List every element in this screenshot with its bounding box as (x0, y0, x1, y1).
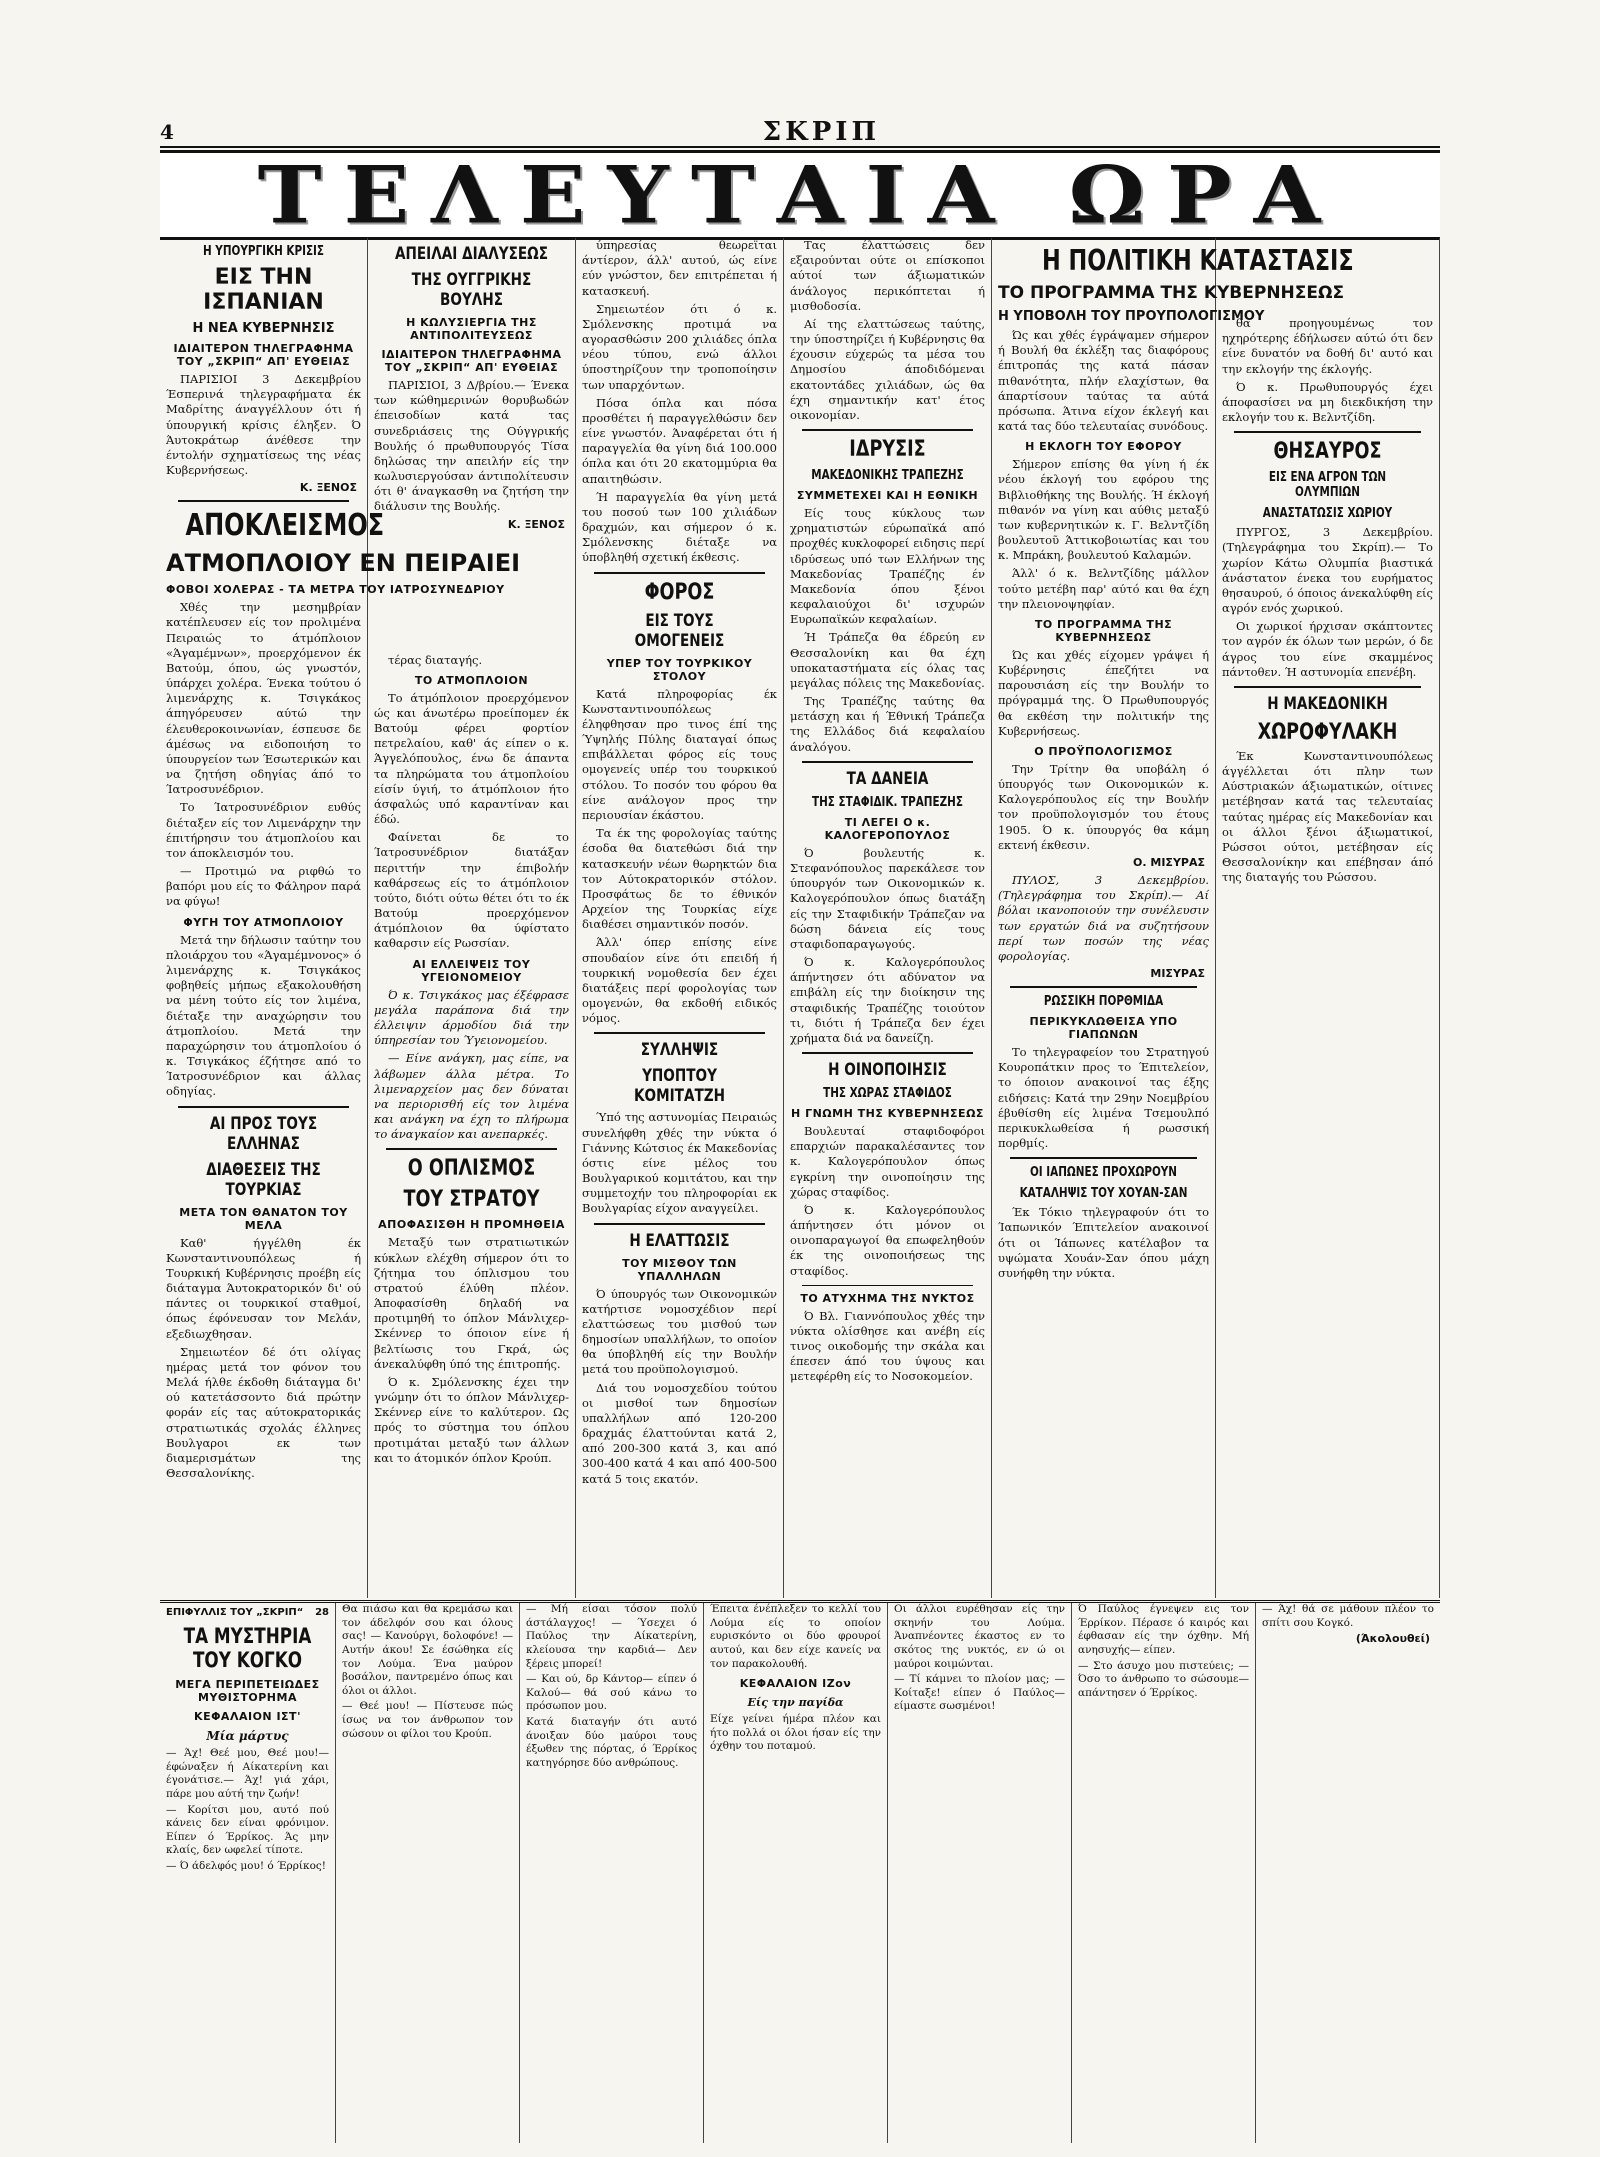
divider (802, 1285, 973, 1286)
novel-subtitle: ΜΕΓΑ ΠΕΡΙΠΕΤΕΙΩΔΕΣ ΜΥΘΙΣΤΟΡΗΜΑ (175, 1678, 320, 1704)
novel-text: — Κορίτσι μου, αυτό πού κάνεις δεν είναι φρόνιμον. Είπεν ό Έρρίκος. Άς μην κλαίς, δεν ωφελεί τίποτε. (166, 1803, 329, 1857)
article-text: — Είνε ανάγκη, μας είπε, να λάβωμεν άλλα μέτρα. Το λιμεναρχείον μας δεν δύναται να περιορισθή είς τον λιμένα και ανάγκη να έχη το πλήρωμα το άναγκαίον και ανεπαρκές. (374, 1051, 569, 1142)
article-text: Μεταξύ των στρατιωτικών κύκλων ελέχθη σήμερον ότι το ζήτημα του όπλισμου του στρατού έλύθη πλέον. Άποφασίσθη δηλαδή να προτιμηθή το όπλον Μάνλιχερ-Σκέννερ το όποιον είνε ή βελτίωσις του Γκρά, ώς άνεκαλύφθη ύπό της έπιτροπής. (374, 1235, 569, 1371)
feuilleton-running-head (166, 1607, 329, 1618)
byline: Ο. ΜΙΣΥΡΑΣ (1133, 855, 1205, 869)
headline: ΑΙ ΠΡΟΣ ΤΟΥΣ ΕΛΛΗΝΑΣ (209, 1113, 318, 1154)
article-text: Τα έκ της φορολογίας ταύτης έσοδα θα διατεθώσι διά την κατασκευήν νέων θωρηκτών δια τον Αύτοκρατορικόν στόλον. Προσφάτως δε το έθνικόν Αρχείον της Τουρκίας είχε διαθέσει σημαντικόν ποσόν. (582, 826, 777, 932)
article-text: Άλλ' όπερ επίσης είνε σπουδαίον είνε ότι επειδή ή τουρκική νομοθεσία δεν έχει διατάξεις περί φορολογίας των ομογενών, θα εκδοθή ειδικός νόμος. (582, 935, 777, 1026)
article-text: Καθ' ήγγέλθη έκ Κωνσταντινουπόλεως ή Τουρκική Κυβέρνησις προέβη είς διάταγμα Άυτοκρατορικόν δι' ού πάντες οι τουρκικοί σταθμοί, όπως έφόνευσαν τον Μελάν, εξεδιωχθησαν. (166, 1235, 361, 1341)
article-text: Ό κ. Τσιγκάκος μας έξέφρασε μεγάλα παράπονα διά την έλλειψιν άρμοδίου διά την ύπηρεσίαν του Ύγειονομείου. (374, 987, 569, 1048)
article-text: Τας έλαττώσεις δεν εξαιρούνται ούτε οι επίσκοποι αύτοί των άξιωματικών άνάλογος περικόπτεται ή μισθοδοσία. (790, 238, 985, 313)
article-text: Σημειωτέον ότι ό κ. Σμόλενσκης προτιμά να αγορασθώσιν 200 χιλιάδες όπλα νέου τύπου, ενώ άλλοι ύποστηρίζουν την τροποποίησιν των υπαρχόντων. (582, 301, 777, 392)
novel-text: — Άχ! Θεέ μου, Θεέ μου!—έφώναξεν ή Αίκατερίνη και έγονάτισε.— Άχ! γιά χάρι, πάρε μου αύτή την ζωήν! (166, 1747, 329, 1800)
headline: ΕΙΣ ΕΝΑ ΑΓΡΟΝ ΤΩΝ ΟΛΥΜΠΙΩΝ (1268, 470, 1387, 501)
subheadline: ΥΠΕΡ ΤΟΥ ΤΟΥΡΚΙΚΟΥ ΣΤΟΛΟΥ (606, 656, 753, 683)
subheadline: ΦΥΓΗ ΤΟΥ ΑΤΜΟΠΛΟΙΟΥ (183, 915, 344, 929)
article-text: ΠΥΛΟΣ, 3 Δεκεμβρίου. (Τηλεγράφημα του Σκρίπ).— Αί βόλαι ικανοποιούν την συνέλευσιν των εργατών διά να συζητήσουν περί των ποσών της νέας φορολογίας. (998, 872, 1209, 963)
article-text: Σημειωτέον δέ ότι ολίγας ημέρας μετά τον φόνον του Μελά ήλθε έκδοθη διάταγμα δι' ού κατετάσσοντο διά πρώτην φοράν είς τας αύτοκρατορικάς στρατιωτικάς σχολάς έλληνες Βουλγαροι εκ των διαμερισμάτων της Θεσσαλονίκης. (166, 1344, 361, 1481)
headline: Η ΠΟΛΙΤΙΚΗ ΚΑΤΑΣΤΑΣΙΣ (1042, 244, 1354, 277)
feuilleton-column-2 (336, 1603, 520, 2143)
headline-spacer (374, 535, 569, 653)
headline: ΑΠΕΙΛΑΙ ΔΙΑΛΥΣΕΩΣ (394, 244, 549, 264)
article-text: Το τηλεγραφείον του Στρατηγού Κουροπάτκιν προς το Έπιτελείον, το όποιον ανακοινοί τας έξης ειδήσεις: Κατά την 29ην Νοεμβρίου έβυθίσθη είς λιμένα Τσεμουλπό περικυκλωθείσα ή ρωσσική πορθμίς. (998, 1045, 1209, 1151)
newspaper-name: ΣΚΡΙΠ (762, 117, 880, 147)
subheadline: ΜΕΤΑ ΤΟΝ ΘΑΝΑΤΟΝ ΤΟΥ ΜΕΛΑ (179, 1205, 348, 1232)
headline: ΦΟΡΟΣ (644, 579, 715, 605)
wire-credit: ΙΔΙΑΙΤΕΡΟΝ ΤΗΛΕΓΡΑΦΗΜΑ ΤΟΥ „ΣΚΡΙΠ“ ΑΠ' ΕΥΘΕΙΑΣ (381, 348, 562, 374)
novel-text: — Ό άδελφός μου! ό Έρρίκος! (166, 1860, 326, 1873)
novel-text: Είχε γείνει ήμέρα πλέον και ήτο πολλά οι όλοι ήσαν είς την όχθην του ποταμού. (710, 1713, 881, 1753)
subheadline: Η ΕΚΛΟΓΗ ΤΟΥ ΕΦΟΡΟΥ (1025, 440, 1182, 454)
headline: Η ΕΛΑΤΤΩΣΙΣ (629, 1230, 730, 1251)
feuilleton-column-4 (704, 1603, 888, 2143)
section-banner (160, 150, 1440, 240)
divider (594, 1223, 765, 1225)
feuilleton-column-5 (888, 1603, 1072, 2143)
article-text: Το άτμόπλοιον προερχόμενον ώς και άνωτέρω προείπομεν έκ Βατούμ φέρει φορτίον πετρελαίου, καθ' άς είπεν ο κ. Άγγελόπουλος, ένω δε άπαντα τα πληρώματα του άτμοπλοίου είσίν ύγιή, το άτμόπλοιον ήτο άσφαλώς υπό καραντίναν και έδώ. (374, 690, 569, 827)
article-text: Ό κ. Καλογερόπουλος άπήντησεν ότι αδύνατον να επιβάλη είς την διοίκησιν της σταφιδικής Τραπέζης τοιούτον τι, διότι ή Τράπεζα δεν έχει χρήματα διά να δανείζη. (790, 955, 985, 1045)
subheadline: ΦΟΒΟΙ ΧΟΛΕΡΑΣ - ΤΑ ΜΕΤΡΑ ΤΟΥ ΙΑΤΡΟΣΥΝΕΔΡΙΟΥ (166, 583, 505, 597)
article-text: ΠΑΡΙΣΙΟΙ, 3 Δ/βρίου.— Ένεκα των κώθημερινών θορυβωδών έπεισοδίων κατά τας συνεδριάσεις της Ούγγρικής Βουλής ό πρωθυπουργός Τίσα δηλώσας την απειλήν είς την κωλυσιεργούσαν άντιπολίτευσιν ότι θ' άναγκασθη να ζητήση την διάλυσιν της Βουλής. (374, 378, 569, 514)
article-text: Ό κ. Σμόλενσκης έχει την γνώμην ότι το όπλον Μάνλιχερ-Σκέννερ είνε το καλύτερον. Ως πρός το σύστημα του όπλου προτιμάται μεταξύ των άλλων και το άτομικόν όπλον Κρούπ. (374, 1374, 569, 1465)
article-text: Την Τρίτην θα υποβάλη ό ύπουργός των Οικονομικών κ. Καλογερόπουλος είς την Βουλήν τον προϋπολογισμόν του έτους 1905. Ό κ. ύπουργός θα κάμη εκτενή έκθεσιν. (998, 761, 1209, 852)
subheadline: ΑΠΟΦΑΣΙΣΘΗ Η ΠΡΟΜΗΘΕΙΑ (378, 1218, 565, 1232)
page-header (160, 118, 1440, 148)
article-text: Κατά πληροφορίας έκ Κωνσταντινουπόλεως έληφθησαν προ τινος έπί της Ύψηλής Πύλης διαταγαί όπως επιβάλλεται φόρος είς τους ομογενείς υπέρ του τουρκικού στόλου. Το ποσόν του φόρου θα είνε ανάλογον προς την περιουσίαν έκάστου. (582, 686, 777, 822)
divider (802, 761, 973, 763)
subheadline: Η ΓΝΩΜΗ ΤΗΣ ΚΥΒΕΡΝΗΣΕΩΣ (791, 1107, 984, 1121)
article-text: Χθές την μεσημβρίαν κατέπλευσεν είς τον προλιμένα Πειραιώς το άτμόπλοιον «Άγαμέμνων», προερχόμενον έκ Βατούμ, όπου, ώς γνωστόν, ύπάρχει χολέρα. Ένεκα τούτου ό λιμενάρχης κ. Τσιγκάκος άπηγόρευσεν αύτώ την έλευθεροκοινωνίαν, έσπευσε δε άμέσως να ειδοποιήση το ύπουργείον των Έσωτερικών και να ζητήση οδηγίας άπό το Ίατροσυνέδριον. (166, 600, 361, 797)
article-text: Ό βουλευτής κ. Στεφανόπουλος παρεκάλεσε τον ύπουργόν των Οικονομικών κ. Καλογερόπουλον όπως διατάξη είς την Σταφιδικήν Τράπεζαν να δώση δάνεια είς τους σταφιδοπαραγωγούς. (790, 845, 985, 951)
headline: ΤΗΣ ΟΥΓΓΡΙΚΗΣ ΒΟΥΛΗΣ (411, 270, 532, 310)
column-6 (1216, 238, 1440, 1598)
article-text: Της Τραπέζης ταύτης θα μετάσχη και ή Έθνική Τράπεζα της Ελλάδος διά κεφαλαίου άναλόγου. (790, 694, 985, 754)
divider (1010, 1157, 1197, 1159)
headline: ΤΗΣ ΣΤΑΦΙΔΙΚ. ΤΡΑΠΕΖΗΣ (812, 794, 963, 810)
column-3 (576, 238, 784, 1598)
banner-title: ΤΕΛΕΥΤΑΙΑ ΩΡΑ (257, 148, 1343, 242)
byline: ΜΙΣΥΡΑΣ (1150, 967, 1205, 981)
novel-title: ΤΑ ΜΥΣΤΗΡΙΑ ΤΟΥ ΚΟΓΚΟ (183, 1624, 312, 1672)
headline: Η ΜΑΚΕΔΟΝΙΚΗ (1267, 693, 1388, 714)
divider (1234, 431, 1421, 433)
divider (178, 1106, 349, 1108)
running-head-title: ΕΠΙΦΥΛΛΙΣ ΤΟΥ „ΣΚΡΙΠ“ (166, 1607, 304, 1618)
headline: ΑΠΟΚΛΕΙΣΜΟΣ (185, 508, 385, 544)
headline: Ο ΟΠΛΙΣΜΟΣ (407, 1156, 536, 1182)
article-text: Ό ύπουργός των Οικονομικών κατήρτισε νομοσχέδιον περί ελαττώσεως του μισθού των δημοσίων υπαλλήλων, το οποίον θα ύποβληθή είς την Βουλήν μετά του προϋπολογισμού. (582, 1286, 777, 1377)
subheadline: Η ΝΕΑ ΚΥΒΕΡΝΗΣΙΣ (192, 321, 335, 336)
article-text: Σήμερον επίσης θα γίνη ή έκ νέου έκλογή του εφόρου της Βιβλιοθήκης της Βουλής. Ή έκλογή πιθανόν να γίνη και αύθις μεταξύ των κυβερνητικών κ. Γ. Βελντζίδη βουλευτοῦ Άττικοβοιωτίας και του κ. Μπράκη, βουλευτού Καλαμών. (998, 457, 1209, 563)
subheadline: ΑΝΑΣΤΑΤΩΣΙΣ ΧΩΡΙΟΥ (1262, 506, 1393, 522)
subheadline: ΤΟ ΑΤΜΟΠΛΟΙΟΝ (414, 673, 529, 687)
divider (594, 572, 765, 574)
article-text: Ό κ. Πρωθυπουργός έχει άποφασίσει να μη διεκδικήση την εκλογήν του κ. Βελντζίδη. (1222, 379, 1433, 425)
to-be-continued: (Άκολουθεί) (1355, 1632, 1430, 1646)
headline: ΤΑ ΔΑΝΕΙΑ (846, 768, 929, 789)
novel-text: — Στο άσυχο μου πιστεύεις; — Όσο το άνθρωπο το σώσουμε— απάντησεν ό Έρρίκος. (1078, 1659, 1249, 1699)
headline: ΕΙΣ ΤΟΥΣ ΟΜΟΓΕΝΕΙΣ (634, 610, 725, 651)
article-text: Διά του νομοσχεδίου τούτου οι μισθοί των δημοσίων υπαλλήλων από 120-200 δραχμάς έλαττούνται κατά 2, από 200-300 κατά 3, και από 300-400 κατά 4 και από 400-500 κατά 5 τοις εκατόν. (582, 1380, 777, 1486)
headline: Η ΟΙΝΟΠΟΙΗΣΙΣ (828, 1060, 947, 1081)
feuilleton-column-7 (1256, 1603, 1440, 2143)
headline: ΥΠΟΠΤΟΥ ΚΟΜΙΤΑΤΖΗ (633, 1066, 726, 1107)
article-text: Ή Τράπεζα θα έδρεύη εν Θεσσαλονίκη και θα έχη υποκαταστήματα είς όλας τας μεγάλας πόλεις της Μακεδονίας. (790, 630, 985, 690)
byline: Κ. ΞΕΝΟΣ (507, 517, 565, 531)
headline: ΡΩΣΣΙΚΗ ΠΟΡΘΜΙΔΑ (1043, 994, 1164, 1010)
feuilleton-column-1 (160, 1603, 336, 2143)
feuilleton-column-6 (1072, 1603, 1256, 2143)
article-text: Έκ Τόκιο τηλεγραφούν ότι το Ίαπωνικόν Έπιτελείον ανακοινοί ότι οι Ίάπωνες κατέλαβον τα υψώματα Χουάν-Σαν όπου μάχη συνήφθη την νύκτα. (998, 1205, 1209, 1280)
byline: Κ. ΞΕΝΟΣ (299, 481, 357, 495)
subheadline: ΠΕΡΙΚΥΚΛΩΘΕΙΣΑ ΥΠΟ ΓΙΑΠΩΝΩΝ (1029, 1015, 1178, 1042)
headline: ΑΤΜΟΠΛΟΙΟΥ ΕΝ ΠΕΙΡΑΙΕΙ (166, 549, 521, 578)
headline: ΧΩΡΟΦΥΛΑΚΗ (1257, 719, 1398, 745)
divider (594, 1032, 765, 1034)
headline: ΙΔΡΥΣΙΣ (849, 437, 926, 463)
subheadline: ΑΙ ΕΛΛΕΙΨΕΙΣ ΤΟΥ ΥΓΕΙΟΝΟΜΕΙΟΥ (412, 957, 531, 984)
chapter-heading: ΚΕΦΑΛΑΙΟΝ ΙΖον (739, 1677, 852, 1691)
article-text: Ό Βλ. Γιαννόπουλος χθές την νύκτα ολίσθησε και ανέβη είς τινος οικοδομής την σκάλα και έπεσεν άπό του ύψους και μετεφέρθη είς το Νοσοκομείον. (790, 1308, 985, 1384)
article-text: Ύπό της αστυνομίας Πειραιώς συνελήφθη χθές την νύκτα ό Γιάννης Κώτσιος έκ Μακεδονίας όστις είνε μέλος του Βουλγαρικού κομιτάτου, και την συμμετοχήν του πληροφορίαι εκ Βουλγαρίας είχον αναγγείλει. (582, 1110, 777, 1216)
article-text: — Προτιμώ να ριφθώ το βαπόρι μου είς το Φάληρον παρά να φύγω! (166, 864, 361, 909)
subheadline: Η ΚΩΛΥΣΙΕΡΓΙΑ ΤΗΣ ΑΝΤΙΠΟΛΙΤΕΥΣΕΩΣ (406, 316, 537, 342)
article-text: Πόσα όπλα και πόσα προσθέτει ή παραγγελθώσιν δεν είνε γνωστόν. Άναφέρεται ότι ή παραγγελία θα γίνη διά 100.000 όπλα και ότι 20 εκατομμύρια θα απαιτηθώσιν. (582, 395, 777, 486)
column-2 (368, 238, 576, 1598)
novel-text: — Τί κάμνει το πλοίον μας; — Κοίταξε! είπεν ό Παύλος— είμαστε σωσμένοι! (894, 1673, 1065, 1713)
article-text: Είς τους κύκλους των χρηματιστών εύρωπαϊκά από προχθές κυκλοφορεί ειδησις περί ιδρύσεως υπό των Ελλήνων της Μακεδονίας Τραπέζης έν Μακεδονία όπου ξένοι κεφαλαιούχοι δι' ισχυρών Ευρωπαϊκών κεφαλαίων. (790, 506, 985, 627)
chapter-title: Μία μάρτυς (206, 1729, 289, 1743)
article-text: ύπηρεσίας θεωρεϊται άντίερον, άλλ' αυτού, ώς είνε εύν γνώστον, δεν επιτρέπεται ή κατασκευή. (582, 238, 777, 298)
headline: ΔΙΑΘΕΣΕΙΣ ΤΗΣ ΤΟΥΡΚΙΑΣ (206, 1159, 321, 1200)
subheadline: ΤΙ ΛΕΓΕΙ Ο κ. ΚΑΛΟΓΕΡΟΠΟΥΛΟΣ (824, 815, 951, 842)
divider (386, 1148, 557, 1150)
article-text: Το Ίατροσυνέδριον ευθύς διέταξεν είς τον Λιμενάρχην την έπιτήρησιν του άτμοπλοίου και τον άποκλεισμόν του. (166, 800, 361, 860)
novel-text: — Και ού, δρ Κάντορ— είπεν ό Καλού— θά σού κάνω το πρόσωπον μου. (526, 1673, 697, 1713)
headline: ΚΑΤΑΛΗΨΙΣ ΤΟΥ ΧΟΥΑΝ-ΣΑΝ (1019, 1186, 1188, 1202)
article-text: θα προηγουμένως τον ηχηρότερης έδήλωσεν αύτώ ότι δεν είνε δυνατόν να δοθή δι' αυτό και την εκλογήν της έκλογής. (1222, 316, 1433, 376)
article-text: Φαίνεται δε το Ίατροσυνέδριον διατάξαν περιττήν την έπιβολήν καθάρσεως είς το άτμόπλοιον τούτο, διότι ούτω θέτει ότι το έκ Βατούμ προερχόμενον άτμόπλοιον θα ύφίστατο καθαρσιν είς Ρωσσίαν. (374, 830, 569, 951)
article-text: τέρας διαταγής. (388, 652, 483, 667)
article-text: Ώς και χθές είχομεν γράψει ή Κυβέρνησις έπεζήτει να παρουσιάση είς την Βουλήν το πρόγραμμά της. Ό Πρωθυπουργός θα εκθέση την πολιτικήν της Κυβερνήσεως. (998, 647, 1209, 738)
article-text: ΠΑΡΙΣΙΟΙ 3 Δεκεμβρίου Έσπερινά τηλεγραφήματα έκ Μαδρίτης άναγγέλλουν ότι ή ύπουργική κρίσις έληξεν. Ό Άυτοκράτωρ άνέθεσε την έντολήν σχηματίσεως της νέας Κυβερνήσεως. (166, 372, 361, 478)
divider (1010, 986, 1197, 988)
article-text: Έκ Κωνσταντινουπόλεως άγγέλλεται ότι πλην των Αύστριακών άξιωματικών, οίτινες μετέβησαν κατά τας τελευταίας ταύτας ημέρας είς Μακεδονίαν και οι άλλοι ξένοι άξιωματικοί, Ρώσσοι ούτοι, μετέβησαν είς Θεσσαλονίκην και επέβησαν άπό της διαταγής του Ρώσσου. (1222, 748, 1433, 885)
column-4 (784, 238, 992, 1598)
divider (802, 1052, 973, 1054)
headline: ΟΙ ΙΑΠΩΝΕΣ ΠΡΟΧΩΡΟΥΝ (1029, 1165, 1178, 1181)
installment-number: 28 (315, 1607, 329, 1618)
article-text: Ώς και χθές έγράψαμεν σήμερον ή Βουλή θα έκλέξη τας διαφόρους έπιτροπάς της κατά πάσαν πιθανότητα, πλήν ελαχίστων, θα άπαρτίσουν ταύτας τα αύτά πρόσωπα. Άτινα είχον έκλεγή και κατά τας δύο τελευταίας συνόδους. (998, 328, 1209, 434)
novel-text: — Θεέ μου! — Πίστευσε πώς ίσως να τον άνθρωπον τον σώσουν οι φίλοι του Κρούπ. (342, 1700, 513, 1740)
feuilleton (160, 1600, 1440, 2143)
divider (178, 500, 349, 502)
novel-text: Κατά διαταγήν ότι αυτό άνοιξαν δύο μαύροι τους έξωθεν της πόρτας, ό Έρρίκος κατηγόρησε δύο ανθρώπους. (526, 1716, 697, 1770)
article-text: Αί της ελαττώσεως ταύτης, την ύποστηρίζει ή Κυβέρνησις θα έχουσιν εύχερώς τα μέσα του Δημοσίου άποδιδόμεναι εκατοντάδες χιλιάδων, ώς θα έχη σημαντικήν κατ' έτος οικονομίαν. (790, 316, 985, 422)
novel-text: — Άχ! θά σε μάθουν πλέον το σπίτι σου Κογκό. (1262, 1603, 1434, 1629)
article-text: Μετά την δήλωσιν ταύτην του πλοιάρχου του «Άγαμέμνονος» ό λιμενάρχης κ. Τσιγκάκος φοβηθείς μήπως εξακολουθήση να μένη τούτο είς τον λιμένα, διέταξε την αναχώρησιν του άτμοπλοίου. Μετά την παραχώρησιν του άτμοπλοίου ό κ. Τσιγκάκος έζήτησε από το Ίατροσυνέδριον και άλλας οδηγίας. (166, 932, 361, 1099)
divider (1234, 686, 1421, 688)
novel-text: Θα πιάσω και θα κρεμάσω και τον άδελφόν σου και όλους σας! — Κανούργι, δολοφόνε! — Αυτήν άκου! Σε έσώθηκα είς τον Λούμα. Ένα μαύρον βοσάλον, παντρεμένο όπως και όλοι οι άλλοι. (342, 1603, 513, 1697)
novel-text: Έπειτα ένέπλεξεν το κελλί του Λούμα είς το οποίον ευρισκόντο οι δύο φρουροί αυτού, και δεν είχε κανείς να τον παρακολουθή. (710, 1603, 881, 1670)
headline: ΤΟΥ ΣΤΡΑΤΟΥ (403, 1187, 540, 1213)
headline: ΤΟ ΠΡΟΓΡΑΜΜΑ ΤΗΣ ΚΥΒΕΡΝΗΣΕΩΣ (998, 283, 1345, 303)
headline: ΜΑΚΕΔΟΝΙΚΗΣ ΤΡΑΠΕΖΗΣ (811, 468, 964, 484)
headline: ΤΗΣ ΧΩΡΑΣ ΣΤΑΦΙΔΟΣ (823, 1086, 952, 1102)
headline: ΣΥΛΛΗΨΙΣ (640, 1040, 719, 1061)
headline: Η ΥΠΟΥΡΓΙΚΗ ΚΡΙΣΙΣ (202, 244, 325, 259)
chapter-title: Είς την παγίδα (747, 1696, 844, 1710)
page-number: 4 (160, 120, 174, 144)
wire-credit: ΙΔΙΑΙΤΕΡΟΝ ΤΗΛΕΓΡΑΦΗΜΑ ΤΟΥ „ΣΚΡΙΠ“ ΑΠ' ΕΥΘΕΙΑΣ (173, 342, 354, 368)
article-text: Ό κ. Καλογερόπουλος άπήντησεν ότι μόνον οι οινοπαραγωγοί θα επωφεληθούν έκ της οινοποιήσεως της σταφίδος. (790, 1202, 985, 1278)
divider (802, 429, 973, 431)
subheadline: ΣΥΜΜΕΤΕΧΕΙ ΚΑΙ Η ΕΘΝΙΚΗ (796, 489, 979, 503)
article-text: Οι χωρικοί ήρχισαν σκάπτοντες τον αγρόν έκ όλων των μερών, ό δε άγρος του είνε σκαμμένος πάντοθεν. Ή αστυνομία επενέβη. (1222, 619, 1433, 679)
headline: ΕΙΣ ΤΗΝ ΙΣΠΑΝΙΑΝ (203, 265, 324, 315)
subheadline: ΤΟΥ ΜΙΣΘΟΥ ΤΩΝ ΥΠΑΛΛΗΛΩΝ (622, 1256, 737, 1283)
article-text: Βουλευταί σταφιδοφόροι επαρχιών παρακαλέσαντες τον κ. Καλογερόπουλον όπως εγκρίνη την οινοποίησιν της χώρας σταφίδος. (790, 1124, 985, 1199)
chapter-heading: ΚΕΦΑΛΑΙΟΝ ΙΣΤ' (194, 1710, 301, 1723)
subheadline: Η ΥΠΟΒΟΛΗ ΤΟΥ ΠΡΟΥΠΟΛΟΓΙΣΜΟΥ (998, 309, 1265, 324)
article-text: ΠΥΡΓΟΣ, 3 Δεκεμβρίου. (Τηλεγράφημα του Σκρίπ).— Το χωρίον Κάτω Ολυμπία βιαστικά άνάστατον ένεκα του ευρήματος θησαυρού, ό όποιος άνεκαλύφθη είς αγρόν ενός χωρικού. (1222, 525, 1433, 616)
feuilleton-column-3 (520, 1603, 704, 2143)
novel-text: Οι άλλοι ευρέθησαν είς την σκηνήν του Λούμα. Άναπνέοντες έκαστος εν το σκότος της νυκτός, εν ώ οι μαύροι κοιμώνται. (894, 1603, 1065, 1670)
article-text: Άλλ' ό κ. Βελντζίδης μάλλον τούτο μετέβη παρ' αύτό και θα έχη την πλειονοψηφίαν. (998, 566, 1209, 611)
subheadline: ΤΟ ΑΤΥΧΗΜΑ ΤΗΣ ΝΥΚΤΟΣ (800, 1291, 975, 1305)
headline-spacer (1222, 238, 1433, 316)
subheadline: Ο ΠΡΟΫΠΟΛΟΓΙΣΜΟΣ (1034, 744, 1173, 758)
novel-text: — Μή είσαι τόσον πολύ άστάλαγχος! — Ύσεχει ό Παύλος την Αίκατερίνη, κλείουσα την καρδιά— Δεν ξέρεις μπορεί! (526, 1603, 697, 1670)
novel-text: Ό Παύλος έγνεψεν εις τον Έρρίκον. Πέρασε ό καιρός και έφθασαν είς την όχθην. Μή ανησυχής— είπεν. (1078, 1603, 1249, 1656)
headline: ΘΗΣΑΥΡΟΣ (1273, 439, 1382, 465)
article-text: Ή παραγγελία θα γίνη μετά του ποσού των 100 χιλιάδων δραχμών, και σήμερον ό κ. Σμόλενσκης διέταξε να ύποβληθή σχετική έκθεσις. (582, 489, 777, 565)
subheadline: ΤΟ ΠΡΟΓΡΑΜΜΑ ΤΗΣ ΚΥΒΕΡΝΗΣΕΩΣ (1034, 617, 1173, 644)
